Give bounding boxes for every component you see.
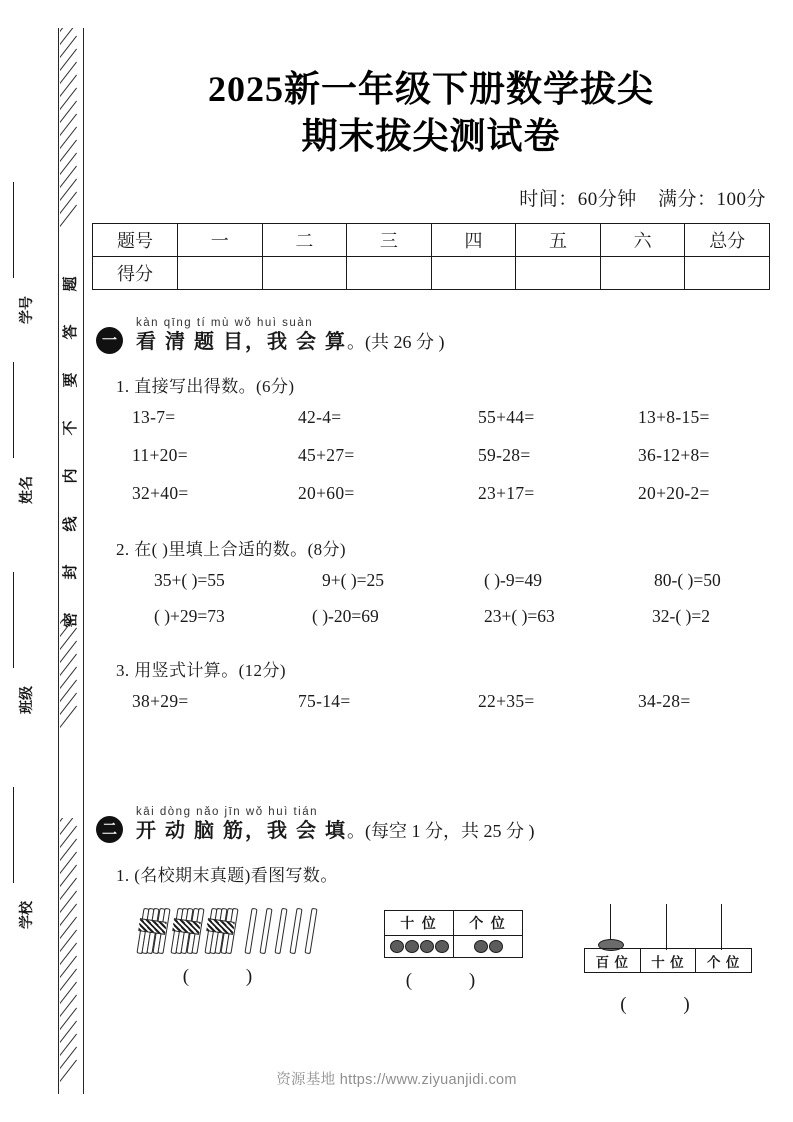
place-value-dots-cell: [385, 936, 454, 958]
score-table-column-header: 总分: [685, 224, 770, 257]
problem-item[interactable]: 35+( )=55: [154, 570, 225, 590]
problem-item[interactable]: 55+44=: [478, 407, 535, 427]
problem-item[interactable]: 45+27=: [298, 445, 355, 465]
table-row: [93, 224, 770, 257]
table-row: [93, 257, 770, 290]
score-table-column-header: 六: [600, 224, 685, 257]
seal-hatching-bottom: [60, 818, 82, 1094]
footer-watermark: 资源基地 https://www.ziyuanjidi.com: [276, 1072, 517, 1088]
score-entry-cell[interactable]: [178, 257, 263, 290]
abacus-drawing: [584, 904, 752, 970]
abacus-answer-blank[interactable]: ( ): [620, 994, 716, 1015]
problem-row: [154, 570, 770, 606]
time-label: 时间：60分钟: [519, 189, 637, 210]
problem-item[interactable]: 9+( )=25: [322, 570, 385, 590]
abacus-rod-ones: [721, 904, 722, 950]
problem-row: [132, 483, 770, 521]
student-info-rule: [13, 182, 14, 278]
score-table-score-label: 得分: [93, 257, 178, 290]
stick-bundle: [172, 908, 202, 954]
question-label: 3. 用竖式计算。(12分): [116, 661, 286, 680]
place-value-header: 十 位: [385, 911, 454, 936]
counter-dot: [420, 940, 434, 953]
score-entry-cell[interactable]: [516, 257, 601, 290]
problem-row: [132, 445, 770, 483]
counter-dot: [474, 940, 488, 953]
section-header-2: [92, 805, 770, 847]
place-value-table: [384, 910, 523, 958]
question-label: 1. 直接写出得数。(6分): [116, 377, 295, 396]
place-value-dots-cell: [454, 936, 523, 958]
problem-item[interactable]: ( )-9=49: [484, 570, 542, 590]
abacus-place-table: [584, 948, 752, 973]
abacus-place-header: 十 位: [640, 949, 696, 973]
seal-text-char: 封: [62, 564, 79, 580]
exam-meta: [92, 184, 770, 211]
score-table-column-header: 四: [431, 224, 516, 257]
seal-rule-outer: [83, 28, 84, 1094]
abacus-figure: [584, 904, 752, 1016]
page-title: [92, 28, 770, 160]
problem-item[interactable]: 20+60=: [298, 483, 355, 503]
score-table-head-label: 题号: [93, 224, 178, 257]
counter-dot: [405, 940, 419, 953]
problem-row: [132, 691, 770, 729]
student-info-0: 学号: [18, 296, 34, 324]
question-label: 2. 在( )里填上合适的数。(8分): [116, 540, 346, 559]
student-info-2: 班级: [18, 686, 34, 714]
title-line-1: 2025新一年级下册数学拔尖: [207, 69, 654, 109]
section-points: 。(每空 1 分，共 25 分 ): [347, 821, 535, 841]
counter-dot: [489, 940, 503, 953]
problem-item[interactable]: 36-12+8=: [638, 445, 710, 465]
problem-grid: [132, 691, 770, 729]
problem-item[interactable]: 42-4=: [298, 407, 342, 427]
seal-rule-inner: [58, 28, 59, 1094]
total-score-label: 满分：100分: [657, 189, 766, 210]
problem-row: [132, 407, 770, 445]
abacus-place-header: 个 位: [696, 949, 752, 973]
table-row: [385, 911, 523, 936]
counter-dot: [390, 940, 404, 953]
problem-grid: [132, 570, 770, 642]
section-header-1: [92, 316, 770, 358]
student-info-rule: [13, 787, 14, 883]
stick-bundle: [206, 908, 236, 954]
section-points: 。(共 26 分 ): [347, 332, 445, 352]
problem-row: [154, 606, 770, 642]
loose-stick: [304, 908, 317, 954]
seal-hatching-top: [60, 28, 82, 240]
problem-grid: [132, 407, 770, 521]
score-entry-cell[interactable]: [600, 257, 685, 290]
score-table-column-header: 一: [178, 224, 263, 257]
seal-text-char: 密: [62, 612, 79, 628]
loose-stick: [289, 908, 302, 954]
place-value-answer-blank[interactable]: ( ): [405, 970, 502, 991]
section-number-badge: 一: [96, 327, 123, 354]
problem-item[interactable]: 34-28=: [638, 691, 691, 711]
seal-text-char: 答: [62, 324, 79, 340]
sticks-bundles: [138, 908, 323, 954]
student-info-rule: [13, 572, 14, 668]
problem-item[interactable]: 13+8-15=: [638, 407, 710, 427]
problem-item[interactable]: ( )+29=73: [154, 606, 225, 626]
student-info-1: 姓名: [18, 476, 34, 504]
abacus-place-header: 百 位: [585, 949, 641, 973]
problem-item[interactable]: 32-( )=2: [652, 606, 710, 626]
loose-stick: [244, 908, 257, 954]
seal-text-char: 题: [62, 276, 79, 292]
problem-item[interactable]: 75-14=: [298, 691, 351, 711]
seal-text-char: 线: [62, 516, 79, 532]
problem-item[interactable]: 80-( )=50: [654, 570, 721, 590]
section-pinyin: kàn qīng tí mù wǒ huì suàn: [136, 317, 314, 329]
loose-stick: [259, 908, 272, 954]
seal-hatching-middle: [60, 620, 82, 740]
title-line-2: 期末拔尖测试卷: [301, 116, 561, 156]
table-row: [585, 949, 752, 973]
student-info-3: 学校: [18, 901, 34, 929]
score-entry-cell[interactable]: [262, 257, 347, 290]
problem-item[interactable]: 23+( )=63: [484, 606, 555, 626]
counter-dot: [435, 940, 449, 953]
problem-item[interactable]: 59-28=: [478, 445, 531, 465]
section-pinyin: kāi dòng nǎo jīn wǒ huì tián: [136, 806, 319, 818]
problem-item[interactable]: 13-7=: [132, 407, 176, 427]
score-table: [92, 223, 770, 290]
section-title: 看 清 题 目，我 会 算。(共 26 分 ): [136, 331, 445, 353]
table-row: [385, 936, 523, 958]
sticks-figure: [138, 908, 323, 988]
problem-item[interactable]: 32+40=: [132, 483, 189, 503]
problem-item[interactable]: 23+17=: [478, 483, 535, 503]
score-entry-cell[interactable]: [685, 257, 770, 290]
score-entry-cell[interactable]: [431, 257, 516, 290]
score-table-column-header: 五: [516, 224, 601, 257]
seal-text-char: 内: [62, 468, 79, 484]
student-info-rule: [13, 362, 14, 458]
loose-stick: [274, 908, 287, 954]
score-entry-cell[interactable]: [347, 257, 432, 290]
seal-text-char: 不: [62, 420, 79, 436]
section-title: 开 动 脑 筋，我 会 填。(每空 1 分，共 25 分 ): [136, 820, 535, 842]
seal-text-char: 要: [62, 372, 79, 388]
abacus-rod-tens: [666, 904, 667, 950]
problem-item[interactable]: 38+29=: [132, 691, 189, 711]
problem-item[interactable]: 22+35=: [478, 691, 535, 711]
figure-row: [92, 904, 770, 1014]
problem-item[interactable]: 11+20=: [132, 445, 188, 465]
place-value-figure: [384, 910, 523, 992]
sealing-line-strip: [30, 28, 86, 1094]
problem-item[interactable]: 20+20-2=: [638, 483, 710, 503]
problem-item[interactable]: ( )-20=69: [312, 606, 379, 626]
question-label: 1. (名校期末真题)看图写数。: [116, 866, 338, 885]
section-number-badge: 二: [96, 816, 123, 843]
score-table-column-header: 三: [347, 224, 432, 257]
place-value-header: 个 位: [454, 911, 523, 936]
stick-bundle: [138, 908, 168, 954]
score-table-column-header: 二: [262, 224, 347, 257]
exam-sheet: [92, 28, 770, 1094]
sticks-answer-blank[interactable]: ( ): [182, 966, 279, 987]
